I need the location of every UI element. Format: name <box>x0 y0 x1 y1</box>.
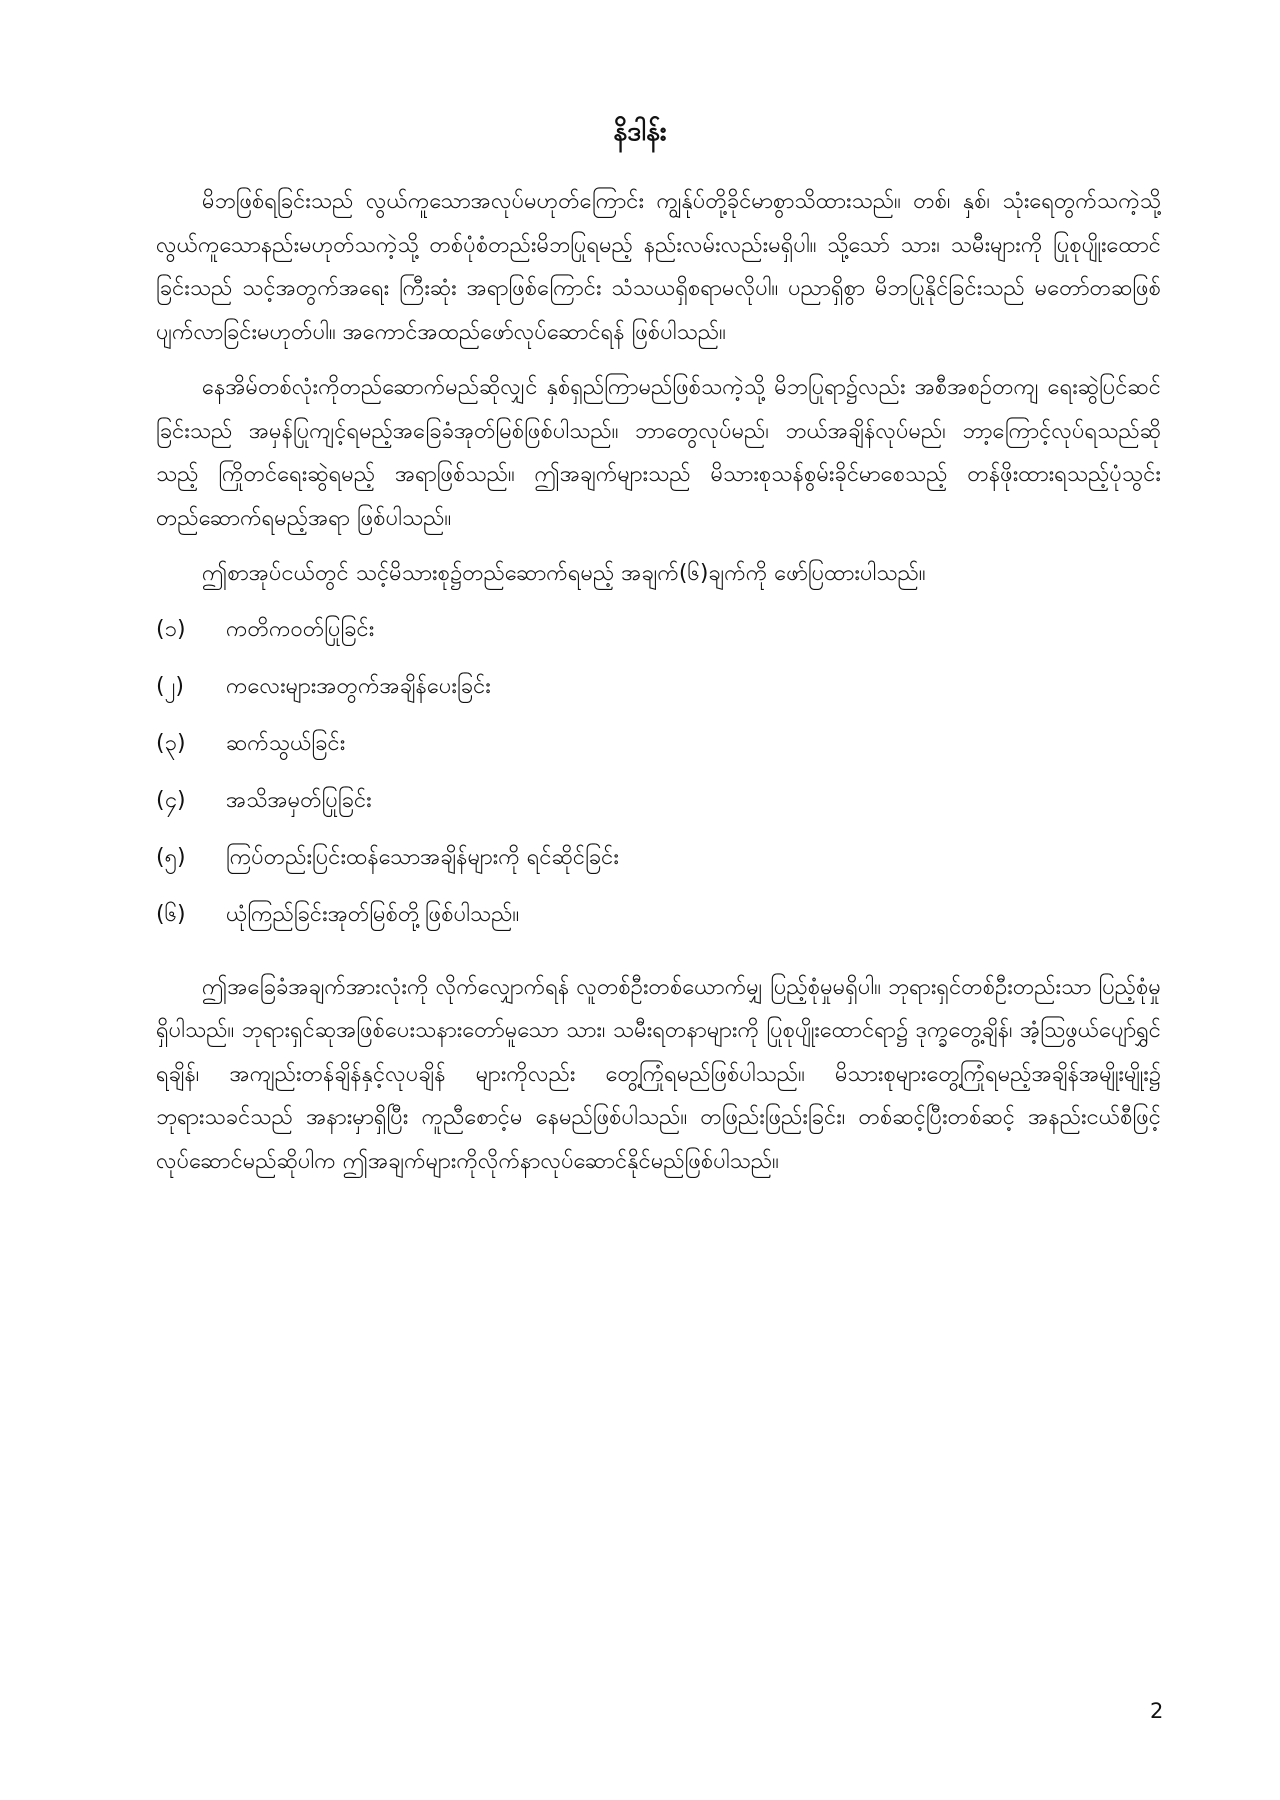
list-item-text: ကြပ်တည်းပြင်းထန်သောအချိန်များကို ရင်ဆိုင်ခြင်း <box>226 844 619 870</box>
list-item <box>156 722 1161 779</box>
list-item-number: (၄) <box>156 787 186 813</box>
list-item <box>156 836 1161 893</box>
paragraph-house-analogy: နေအိမ်တစ်လုံးကိုတည်ဆောက်မည်ဆိုလျှင် နှစ်ရှည်ကြာမည်ဖြစ်သကဲ့သို့ မိဘပြုရာ၌လည်း အစီအစဉ်တကျ ရေးဆွဲပြင်ဆင်ခြင်းသည် အမှန်ပြုကျင့်ရမည့်အခြေခံအုတ်မြစ်ဖြစ်ပါသည်။ ဘာတွေလုပ်မည်၊ ဘယ်အချိန်လုပ်မည်၊ ဘာ့ကြောင့်လုပ်ရသည်ဆိုသည့် ကြိုတင်ရေးဆွဲရမည့် အရာဖြစ်သည်။ ဤအချက်များသည် မိသားစုသန်စွမ်းခိုင်မာစေသည့် တန်ဖိုးထားရသည့်ပုံသွင်း တည်ဆောက်ရမည့်အရာ ဖြစ်ပါသည်။ <box>156 375 1161 531</box>
list-item-number: (၂) <box>156 673 184 699</box>
points-list <box>156 608 1161 950</box>
paragraph-closing: ဤအခြေခံအချက်အားလုံးကို လိုက်လျှောက်ရန် လူတစ်ဦးတစ်ယောက်မျှ ပြည့်စုံမှုမရှိပါ။ ဘုရားရှင်တစ်ဦးတည်းသာ ပြည့်စုံမှုရှိပါသည်။ ဘုရားရှင်ဆုအဖြစ်ပေးသနားတော်မူသော သား၊ သမီးရတနာများကို ပြုစုပျိုးထောင်ရာ၌ ဒုက္ခတွေ့ချိန်၊ အံ့ဩဖွယ်ပျော်ရွှင်ရချိန်၊ အကျည်းတန်ချိန်နှင့်လုပချိန် များကိုလည်း တွေ့ကြုံရမည်ဖြစ်ပါသည်။ မိသားစုများတွေ့ကြုံရမည့်အချိန်အမျိုးမျိုး၌ ဘုရားသခင်သည် အနားမှာရှိပြီး ကူညီစောင့်မ နေမည်ဖြစ်ပါသည်။ တဖြည်းဖြည်းခြင်း၊ တစ်ဆင့်ပြီးတစ်ဆင့် အနည်းငယ်စီဖြင့် လုပ်ဆောင်မည်ဆိုပါက ဤအချက်များကိုလိုက်နာလုပ်ဆောင်နိုင်မည်ဖြစ်ပါသည်။ <box>156 974 1161 1174</box>
list-item-text: အသိအမှတ်ပြုခြင်း <box>226 787 372 813</box>
list-item-number: (၃) <box>156 730 186 756</box>
paragraph-intro: မိဘဖြစ်ရခြင်းသည် လွယ်ကူသောအလုပ်မဟုတ်ကြောင်း ကျွန်ုပ်တို့ခိုင်မာစွာသိထားသည်။ တစ်၊ နှစ်၊ သုံးရေတွက်သကဲ့သို့ လွယ်ကူသောနည်းမဟုတ်သကဲ့သို့ တစ်ပုံစံတည်းမိဘပြုရမည့် နည်းလမ်းလည်းမရှိပါ။ သို့သော် သား၊ သမီးများကို ပြုစုပျိုးထောင်ခြင်းသည် သင့်အတွက်အရေး ကြီးဆုံး အရာဖြစ်ကြောင်း သံသယရှိစရာမလိုပါ။ ပညာရှိစွာ မိဘပြုနိုင်ခြင်းသည် မတော်တဆဖြစ်ပျက်လာခြင်းမဟုတ်ပါ။ အကောင်အထည်ဖော်လုပ်ဆောင်ရန် ဖြစ်ပါသည်။ <box>156 189 1161 345</box>
list-item-number: (၁) <box>156 616 186 642</box>
page-number: 2 <box>1150 1699 1164 1723</box>
paragraph-six-points: ဤစာအုပ်ငယ်တွင် သင့်မိသားစု၌တည်ဆောက်ရမည့် အချက်(၆)ချက်ကို ဖော်ပြထားပါသည်။ <box>202 561 926 586</box>
list-item <box>156 893 1161 950</box>
list-item <box>156 665 1161 722</box>
list-item-text: ကတိကဝတ်ပြုခြင်း <box>226 616 375 642</box>
list-item-number: (၅) <box>156 844 186 870</box>
list-item-number: (၆) <box>156 901 186 927</box>
list-item-text: ကလေးများအတွက်အချိန်ပေးခြင်း <box>226 673 491 699</box>
page-title: နိဒါန်း <box>613 116 667 147</box>
list-item-text: ယုံကြည်ခြင်းအုတ်မြစ်တို့ဖြစ်ပါသည်။ <box>226 901 520 927</box>
list-item <box>156 779 1161 836</box>
list-item-text: ဆက်သွယ်ခြင်း <box>226 730 346 756</box>
document-body <box>156 180 1161 1195</box>
list-item <box>156 608 1161 665</box>
